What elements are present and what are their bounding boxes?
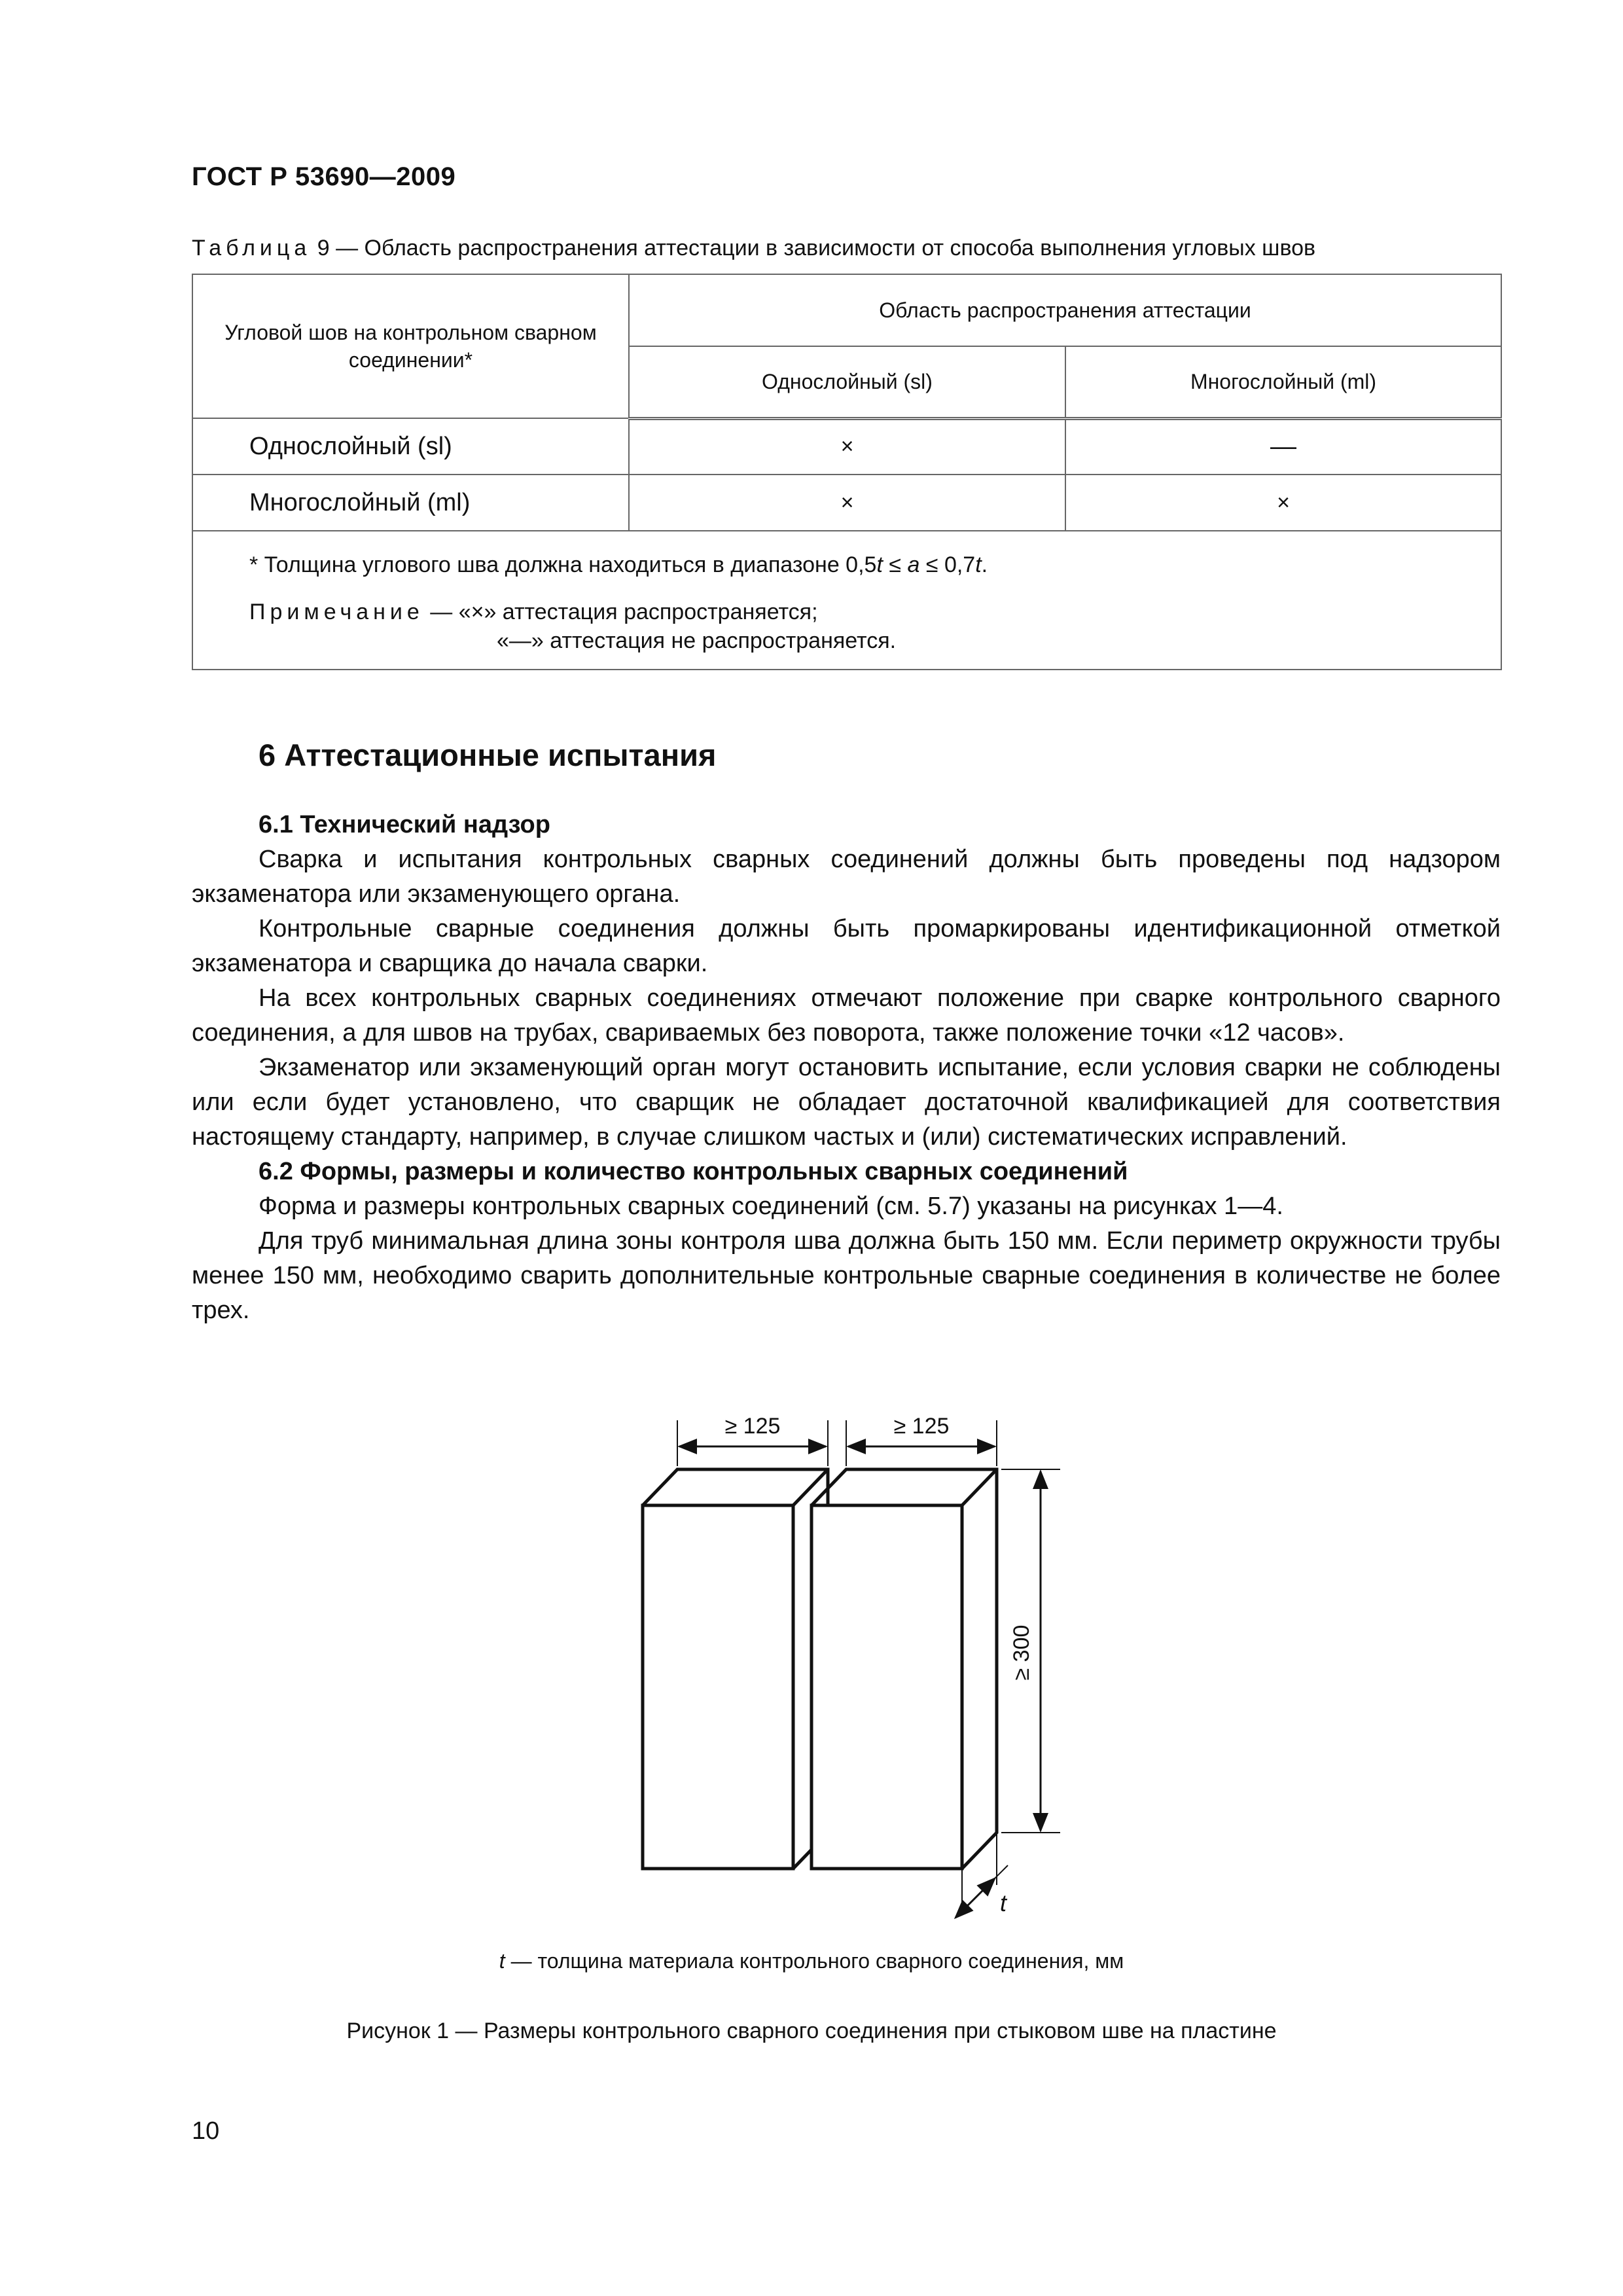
table-footnote: * Толщина углового шва должна находиться в диапазоне 0,5t ≤ a ≤ 0,7t. xyxy=(249,552,988,577)
table-caption-label: Таблица xyxy=(192,236,312,260)
table-note-line2: «—» аттестация не распространяется. xyxy=(497,628,897,653)
paragraph: Контрольные сварные соединения должны быть промаркированы идентификационной отметкой экзаменатора и сварщика до начала сварки. xyxy=(192,915,1501,977)
dimension-label-thickness: t xyxy=(1000,1890,1007,1916)
page-number: 10 xyxy=(192,2117,220,2145)
table-row-label: Однослойный (sl) xyxy=(192,418,629,475)
plate-right xyxy=(812,1469,997,1869)
section-title: 6 Аттестационные испытания xyxy=(259,738,717,772)
table-caption-text: 9 — Область распространения аттестации в зависимости от способа выполнения угловых швов xyxy=(311,236,1316,260)
table-notes xyxy=(192,531,1501,670)
subsection-title: 6.2 Формы, размеры и количество контрольных сварных соединений xyxy=(259,1158,1128,1185)
plate-left xyxy=(643,1469,828,1869)
table-cell: — xyxy=(1065,418,1501,475)
table-col-header: Угловой шов на контрольном сварном соединении* xyxy=(192,274,629,418)
table-note: Примечание — «×» аттестация распространяется; xyxy=(249,600,818,624)
paragraph: Форма и размеры контрольных сварных соединений (см. 5.7) указаны на рисунках 1—4. xyxy=(259,1193,1283,1220)
paragraph: Сварка и испытания контрольных сварных соединений должны быть проведены под надзором экзаменатора или экзаменующего органа. xyxy=(192,846,1501,908)
paragraph: На всех контрольных сварных соединениях отмечают положение при сварке контрольного сварного соединения, а для швов на трубах, свариваемых без поворота, также положение точки «12 часов». xyxy=(192,984,1501,1047)
paragraph: Для труб минимальная длина зоны контроля шва должна быть 150 мм. Если периметр окружности трубы менее 150 мм, необходимо сварить дополнительные контрольные сварные соединения в количестве не более трех. xyxy=(192,1227,1501,1324)
paragraph: Экзаменатор или экзаменующий орган могут остановить испытание, если условия сварки не соблюдены или если будет установлено, что сварщик не обладает достаточной квалификацией для соответствия настоящему стандарту, например, в случае слишком частых и (или) систематических исправлений. xyxy=(192,1054,1501,1151)
table-cell: × xyxy=(629,418,1065,475)
subsection-title: 6.1 Технический надзор xyxy=(259,811,550,838)
document-code: ГОСТ Р 53690—2009 xyxy=(192,162,456,191)
figure-legend: t — толщина материала контрольного сварного соединения, мм xyxy=(499,1949,1124,1973)
section-body xyxy=(192,808,1501,1328)
table-cell: × xyxy=(629,475,1065,531)
table-note-label: Примечание xyxy=(249,600,424,624)
table-group-header: Область распространения аттестации xyxy=(629,274,1501,346)
attestation-table xyxy=(192,274,1502,670)
table-row xyxy=(192,475,1501,531)
table-subheader-ml: Многослойный (ml) xyxy=(1065,346,1501,418)
table-caption xyxy=(192,236,1315,261)
table-notes-row xyxy=(192,531,1501,670)
dimension-label-width-1: ≥ 125 xyxy=(724,1414,781,1439)
dimension-label-width-2: ≥ 125 xyxy=(893,1414,950,1439)
dimension-label-height: ≥ 300 xyxy=(1009,1624,1034,1681)
table-row-label: Многослойный (ml) xyxy=(192,475,629,531)
table-header-row xyxy=(192,274,1501,346)
table-row xyxy=(192,418,1501,475)
table-cell: × xyxy=(1065,475,1501,531)
figure-caption: Рисунок 1 — Размеры контрольного сварного соединения при стыковом шве на пластине xyxy=(346,2018,1277,2043)
table-subheader-sl: Однослойный (sl) xyxy=(629,346,1065,418)
figure-1-drawing xyxy=(628,1394,1086,1931)
